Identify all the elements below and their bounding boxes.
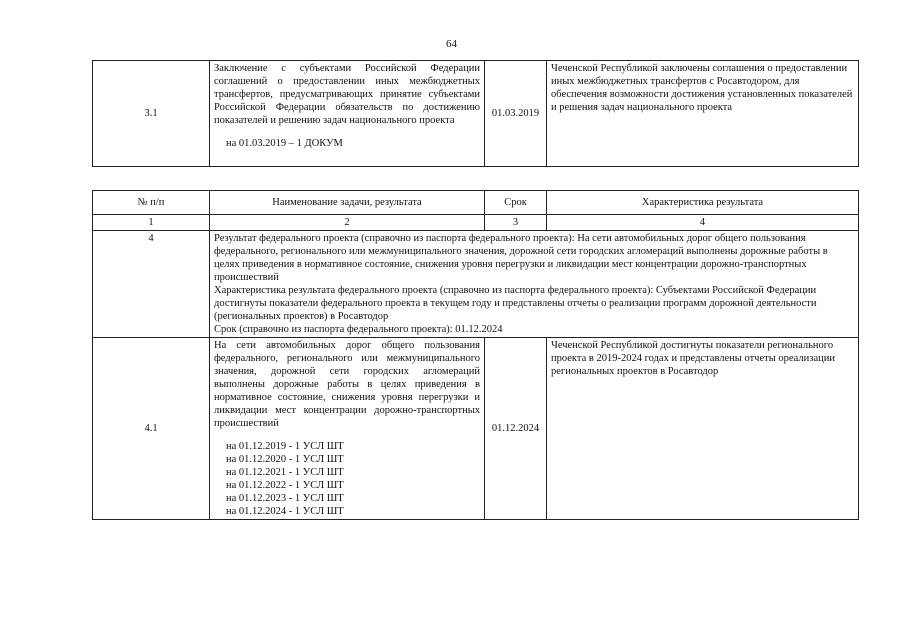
task-values: [214, 440, 480, 518]
col-number-1: 1: [93, 215, 210, 231]
header-deadline: Срок: [485, 191, 547, 215]
task-text: На сети автомобильных дорог общего пользования федерального, регионального или межмуниципального значения, дорожной сети городских агломераций выполнены дорожные работы в целях приведения в нормативное состояние, снижения уровня перегрузки и ликвидации мест концентрации дорожно-транспортных происшествий: [214, 340, 480, 429]
task-cell: [210, 338, 485, 520]
task-value: на 01.12.2020 - 1 УСЛ ШТ: [226, 454, 344, 465]
header-name: Наименование задачи, результата: [210, 191, 485, 215]
federal-result-characteristic: Характеристика результата федерального проекта (справочно из паспорта федерального проекта): Субъектами Российской Федерации достигнуты показатели федерального проекта в текущем году и представлены отчеты о реализации программ дорожной деятельности (региональных проектов) в Росавтодор: [214, 285, 817, 322]
task-value: на 01.12.2019 - 1 УСЛ ШТ: [226, 441, 344, 452]
page-number: 64: [446, 38, 457, 50]
deadline-date: 01.03.2019: [485, 61, 547, 167]
row-number: 4: [93, 231, 210, 338]
task-cell: [210, 61, 485, 167]
table-tasks-results: [92, 190, 859, 520]
result-text: Чеченской Республикой достигнуты показатели регионального проекта в 2019-2024 годах и представлены отчеты ореализации региональных проектов в Росавтодор: [547, 338, 859, 520]
task-value: на 01.03.2019 – 1 ДОКУМ: [226, 138, 343, 149]
result-text: Чеченской Республикой заключены соглашения о предоставлении иных межбюджетных трансфертов с Росавтодором, для обеспечения возможности достижения установленных показателей и решения задач национального проекта: [547, 61, 859, 167]
header-num: № п/п: [93, 191, 210, 215]
table-task-3-1: [92, 60, 859, 167]
task-value: на 01.12.2024 - 1 УСЛ ШТ: [226, 506, 344, 517]
row-number: 3.1: [93, 61, 210, 167]
deadline-date: 01.12.2024: [485, 338, 547, 520]
header-characteristic: Характеристика результата: [547, 191, 859, 215]
task-value: на 01.12.2021 - 1 УСЛ ШТ: [226, 467, 344, 478]
table-row: [93, 338, 859, 520]
header-row: [93, 191, 859, 215]
col-number-2: 2: [210, 215, 485, 231]
federal-result-deadline: Срок (справочно из паспорта федерального проекта): 01.12.2024: [214, 324, 503, 335]
row-number: 4.1: [93, 338, 210, 520]
task-value: на 01.12.2022 - 1 УСЛ ШТ: [226, 480, 344, 491]
col-number-3: 3: [485, 215, 547, 231]
table-row: [93, 61, 859, 167]
table-row: [93, 231, 859, 338]
federal-result-text: Результат федерального проекта (справочно из паспорта федерального проекта): На сети автомобильных дорог общего пользования федерального, регионального или межмуниципального значения, дорожной сети городских агломераций выполнены дорожные работы в целях приведения в нормативное состояние, снижения уровня перегрузки и ликвидации мест концентрации дорожно-транспортных происшествий: [214, 233, 828, 283]
task-text: Заключение с субъектами Российской Федерации соглашений о предоставлении иных межбюджетных трансфертов, предусматривающих принятие субъектами Российской Федерации обязательств по достижению показателей и решению задач национального проекта: [214, 63, 480, 126]
column-numbers-row: [93, 215, 859, 231]
col-number-4: 4: [547, 215, 859, 231]
task-value: на 01.12.2023 - 1 УСЛ ШТ: [226, 493, 344, 504]
federal-result-cell: [210, 231, 859, 338]
